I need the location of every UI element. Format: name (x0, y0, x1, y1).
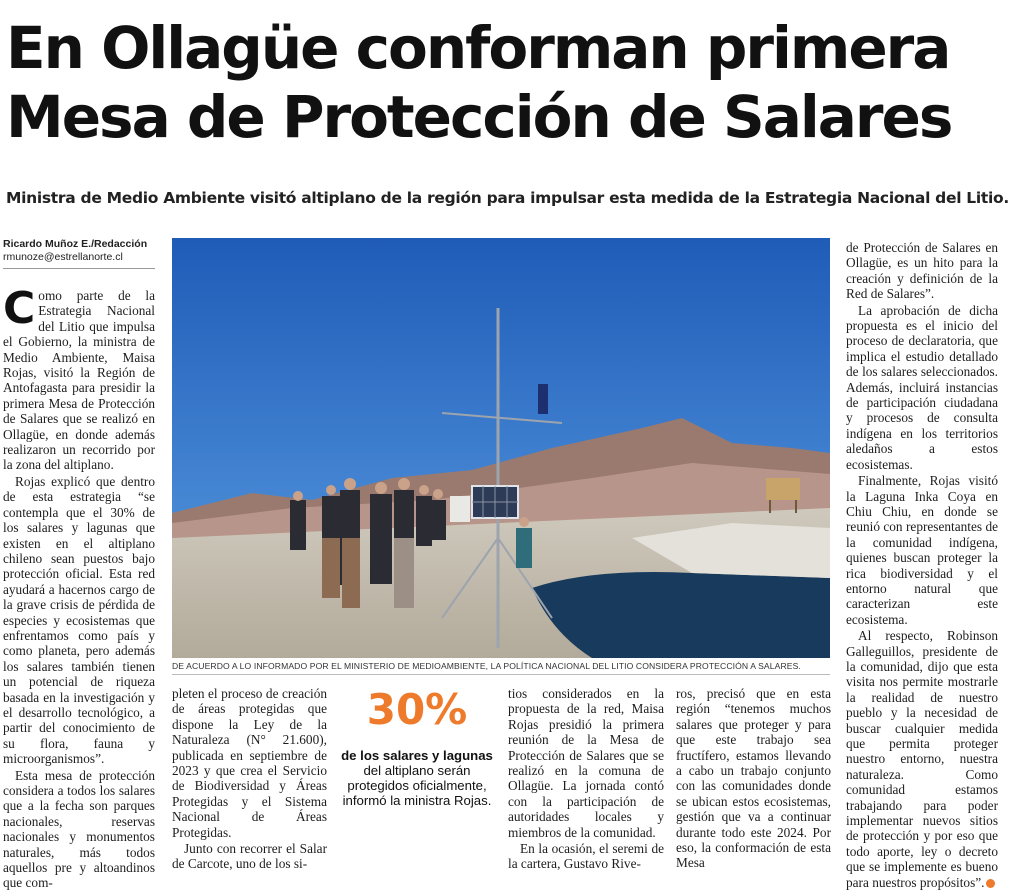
photo-caption: DE ACUERDO A LO INFORMADO POR EL MINISTERIO DE MEDIOAMBIENTE, LA POLÍTICA NACIONAL DEL LITIO CONSIDERA PROTECCIÓN A SALARES. (172, 661, 801, 671)
callout-rest-text: del altiplano serán protegidos oficialmente, informó la ministra Rojas. (342, 763, 492, 808)
byline-author: Ricardo Muñoz E./Redacción (3, 238, 148, 250)
headline-line-2: Mesa de Protección de Salares (6, 83, 952, 151)
article-column-3 (508, 686, 664, 872)
drop-cap: C (3, 283, 36, 334)
stat-callout (338, 682, 496, 822)
article-photo (172, 238, 830, 658)
end-mark-icon (986, 879, 995, 888)
callout-text (338, 748, 496, 808)
col5-paragraph-4: Al respecto, Robinson Galleguillos, presidente de la comunidad, dijo que esta visita nos permite mostrarle la realidad de nuestro pueblo y la necesidad de buscar cualquier medida que permita proteger nuestro entorno, nuestra naturaleza. Como comunidad estamos trabajando para poder implementar nuevos sitios de protección y por eso que todo aporte, ley o decreto que se implemente es bueno para nuestros propósitos”. (846, 628, 998, 890)
article-column-4 (676, 686, 831, 871)
col5-paragraph-2: La aprobación de dicha propuesta es el inicio del proceso de declaratoria, que implica el estudio detallado de los salares seleccionados. Además, incluirá instancias de participación ciudadana y procesos de consulta indígena en los territorios aledaños a estos ecosistemas. (846, 302, 998, 472)
col4-paragraph-1: ros, precisó que en esta región “tenemos muchos salares que proteger y para que este trabajo sea fructífero, estamos llevando a cabo un trabajo conjunto con las comunidades donde se ubican estos ecosistemas, gestión que va a continuar durante todo este 2024. Por eso, la conformación de esta Mesa (676, 686, 831, 871)
caption-divider (172, 674, 830, 675)
byline-divider (3, 268, 155, 269)
col1-paragraph-1: omo parte de la Estrategia Nacional del Litio que impulsa el Gobierno, la ministra de Medio Ambiente, Maisa Rojas, visitó la Región de Antofagasta para presidir la primera Mesa de Protección de Salares que se realizó en Ollagüe, en donde además realizaron un recorrido por la zona del altiplano. (3, 288, 155, 473)
headline-line-1: En Ollagüe conforman primera (6, 14, 950, 82)
col3-paragraph-2: En la ocasión, el seremi de la cartera, Gustavo Rive- (508, 841, 664, 872)
byline-email: rmunoze@estrellanorte.cl (3, 251, 123, 263)
col3-paragraph-1: tios considerados en la propuesta de la red, Maisa Rojas presidió la primera reunión de la Mesa de Protección de Salares que se realizó en la comuna de Ollagüe. La jornada contó con la participación de autoridades locales y miembros de la comunidad. (508, 686, 664, 840)
col2-paragraph-2: Junto con recorrer el Salar de Carcote, uno de los si- (172, 841, 327, 872)
article-column-5 (846, 240, 998, 890)
photo-illustration (172, 238, 830, 658)
callout-bold-text: de los salares y lagunas (341, 748, 493, 763)
col5-paragraph-3: Finalmente, Rojas visitó la Laguna Inka Coya en Chiu Chiu, en donde se reunió con representantes de la comunidad indígena, quienes buscan proteger la rica biodiversidad y el entorno natural que caracterizan este ecosistema. (846, 473, 998, 627)
col1-paragraph-3: Esta mesa de protección considera a todos los salares que a la fecha son parques nacionales, reservas nacionales y monumentos naturales, más todos aquellos pre y altoandinos que com- (3, 767, 155, 891)
col2-paragraph-1: pleten el proceso de creación de áreas protegidas que dispone la Ley de la Naturaleza (N° 21.600), publicada en septiembre de 2023 y que crea el Servicio de Biodiversidad y Áreas Protegidas y el Sistema Nacional de Áreas Protegidas. (172, 686, 327, 840)
byline (3, 238, 155, 264)
article-subhead: Ministra de Medio Ambiente visitó altiplano de la región para impulsar esta medida de la Estrategia Nacional del Litio. (6, 189, 1009, 207)
article-headline (6, 14, 996, 152)
col5-paragraph-1: de Protección de Salares en Ollagüe, es un hito para la creación y definición de la Red de Salares”. (846, 240, 998, 302)
article-column-1 (3, 283, 155, 891)
callout-figure: 30% (366, 685, 468, 734)
article-column-2 (172, 686, 327, 872)
col1-paragraph-2: Rojas explicó que dentro de esta estrategia “se contempla que el 30% de los salares y lagunas que existen en el altiplano chileno sean puestos bajo protección oficial. Esta red ayudará a hacernos cargo de la grave crisis de pérdida de especies y ecosistemas que enfrentamos como país y como planeta, pero además los salares también tienen un potencial de riqueza basada en la investigación y el desarrollo tecnológico, a partir del conocimiento de su flora, fauna y microorganismos”. (3, 473, 155, 767)
